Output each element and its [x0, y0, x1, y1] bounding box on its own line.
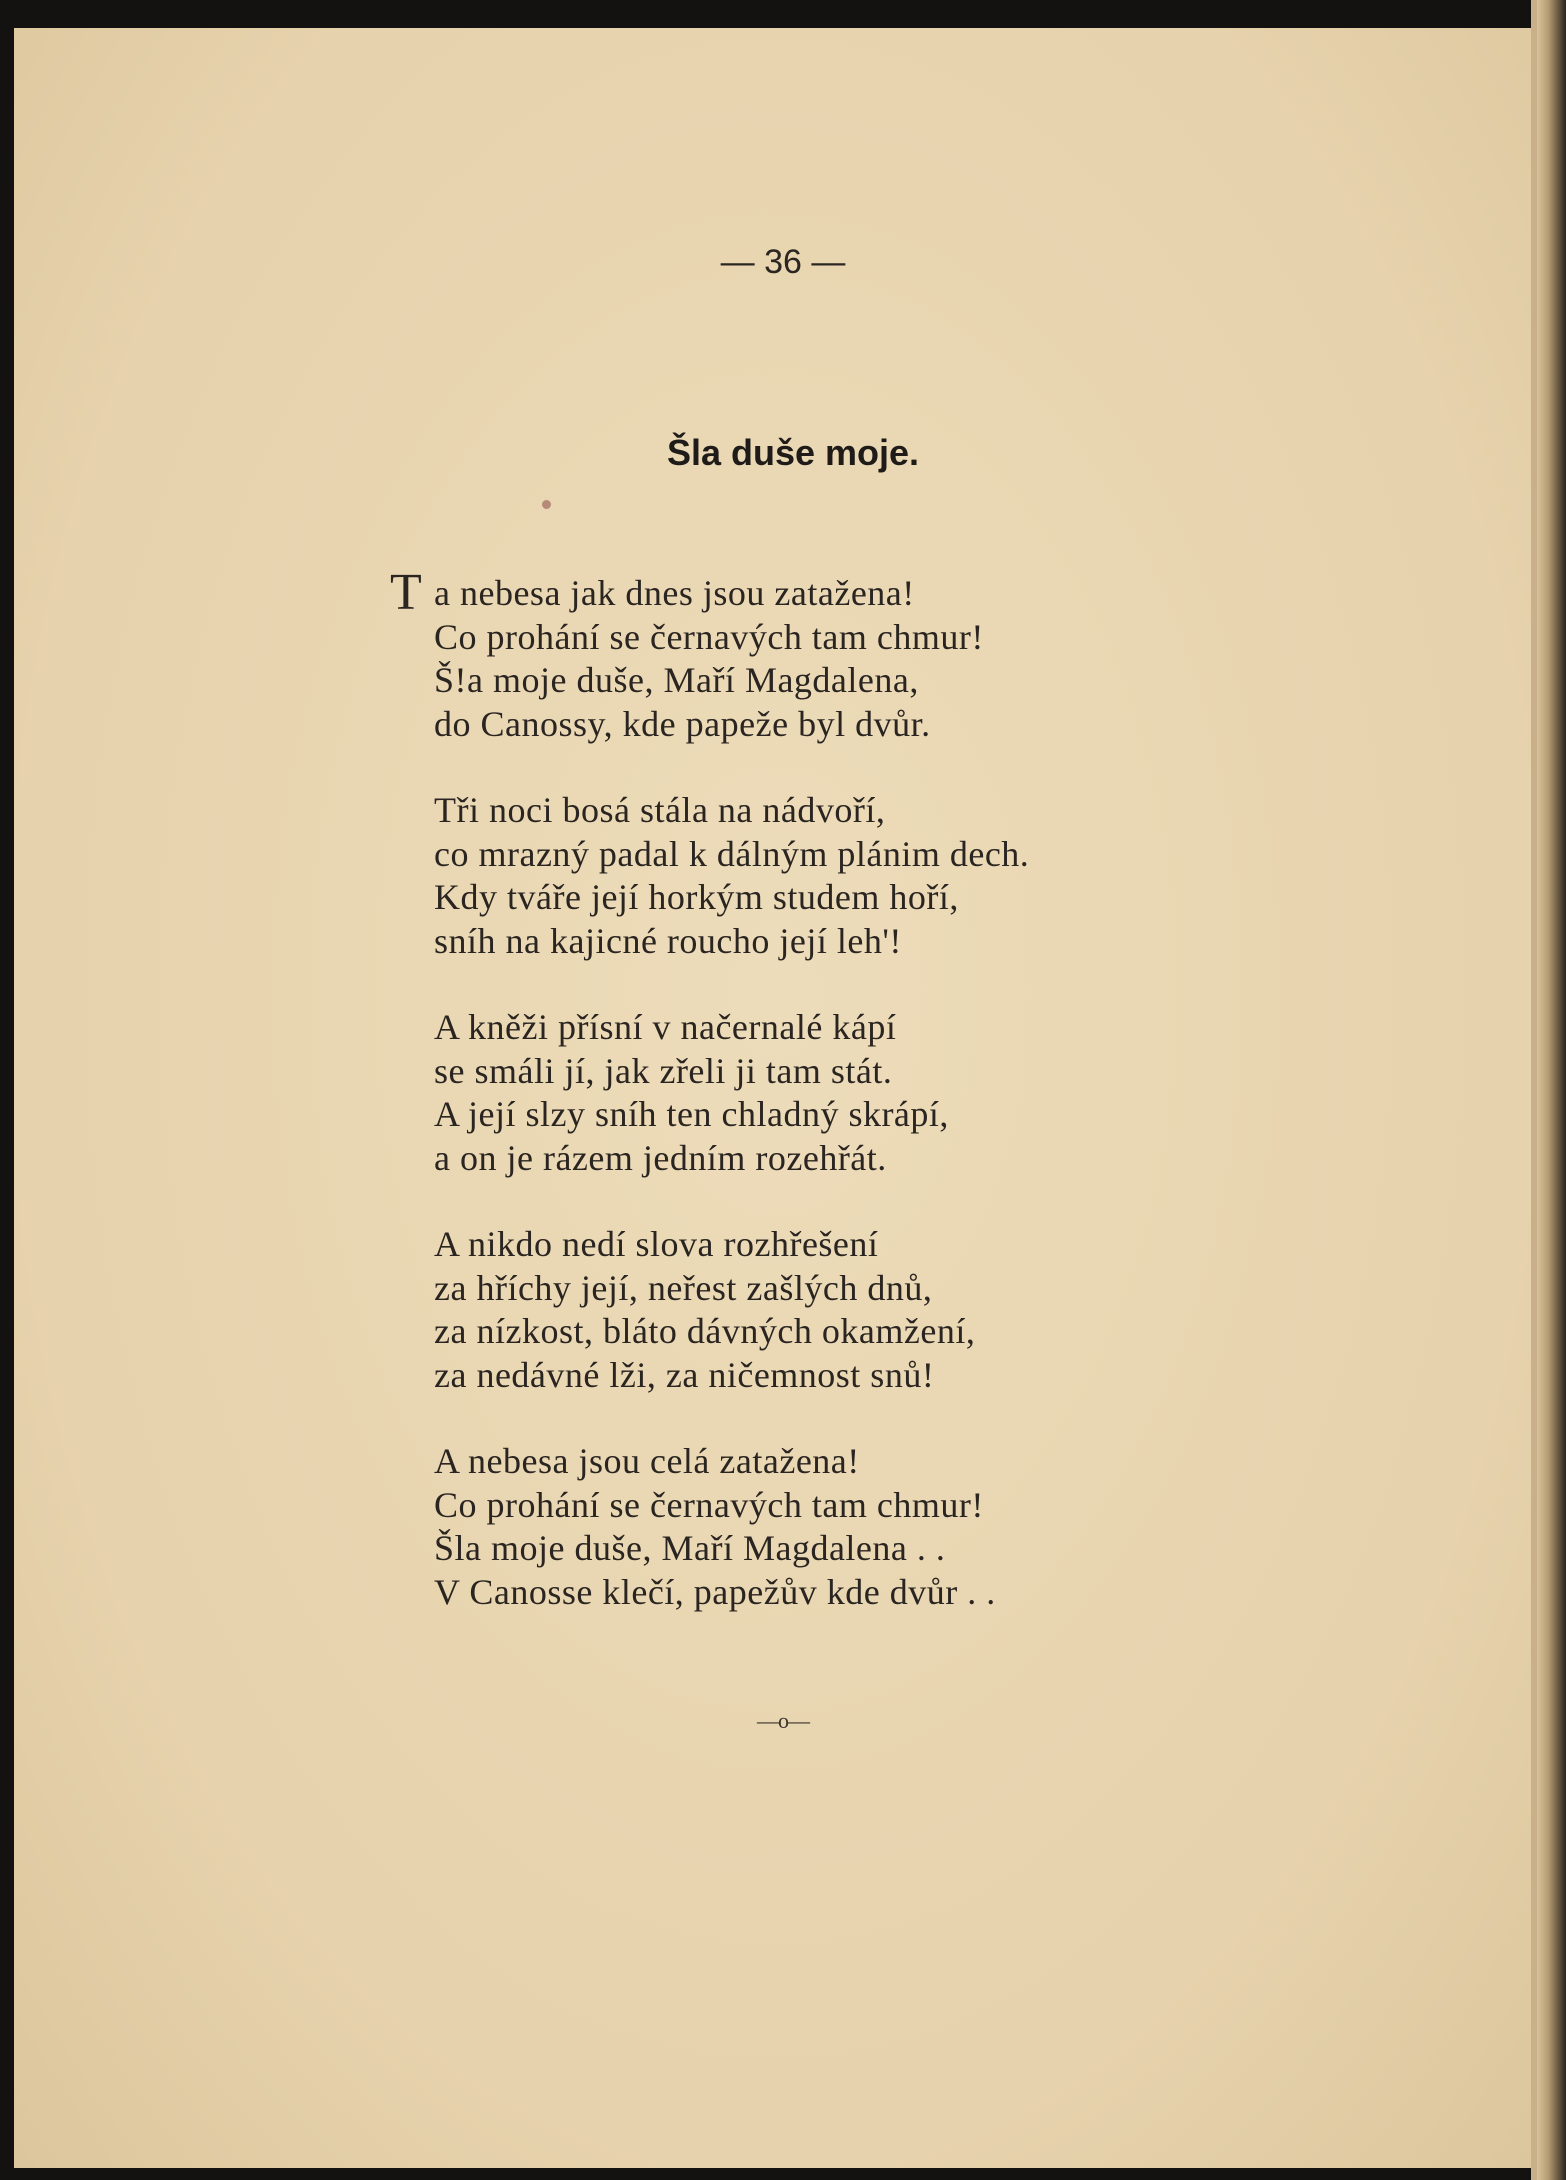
ink-speck: [542, 500, 551, 509]
poem-line: za hříchy její, neřest zašlých dnů,: [434, 1267, 933, 1308]
poem-body: [390, 564, 1290, 1657]
poem-line: za nedávné lži, za ničemnost snů!: [434, 1354, 935, 1395]
poem-line: V Canosse klečí, papežův kde dvůr . .: [434, 1571, 996, 1612]
poem-line: Šla moje duše, Maří Magdalena . .: [434, 1528, 946, 1568]
poem-line: A její slzy sníh ten chladný skrápí,: [434, 1094, 949, 1134]
stanza-5: [390, 1440, 1290, 1614]
poem-line: a on je rázem jedním rozehřát.: [434, 1137, 887, 1178]
poem-line: A kněži přísní v načernalé kápí: [434, 1007, 897, 1047]
stanza-3: [390, 1006, 1290, 1180]
stanza-1: [390, 564, 1290, 746]
page-number: — 36 —: [720, 243, 846, 281]
poem-title: Šla duše moje.: [666, 432, 920, 473]
poem-line: Co prohání se černavých tam chmur!: [434, 616, 984, 657]
drop-cap: T: [390, 564, 423, 621]
poem-line: do Canossy, kde papeže byl dvůr.: [434, 703, 931, 744]
poem-line: Tři noci bosá stála na nádvoří,: [434, 790, 886, 830]
poem-line-text: a nebesa jak dnes jsou zatažena!: [434, 573, 915, 613]
poem-line: Co prohání se černavých tam chmur!: [434, 1484, 984, 1525]
poem-line: Š!a moje duše, Maří Magdalena,: [434, 660, 919, 700]
poem-line: A nikdo nedí slova rozhřešení: [434, 1224, 879, 1264]
stanza-2: [390, 789, 1290, 963]
end-ornament: —o—: [757, 1708, 809, 1733]
poem-line: za nízkost, bláto dávných okamžení,: [434, 1311, 976, 1351]
poem-line: sníh na kajicné roucho její leh'!: [434, 920, 902, 961]
poem-line: A nebesa jsou celá zatažena!: [434, 1441, 860, 1481]
poem-line: se smáli jí, jak zřeli ji tam stát.: [434, 1050, 893, 1091]
book-gutter: [1537, 0, 1566, 2180]
poem-line: Kdy tváře její horkým studem hoří,: [434, 877, 959, 917]
poem-line: co mrazný padal k dálným plánim dech.: [434, 833, 1030, 874]
stanza-4: [390, 1223, 1290, 1397]
poem-line: [390, 564, 1290, 621]
